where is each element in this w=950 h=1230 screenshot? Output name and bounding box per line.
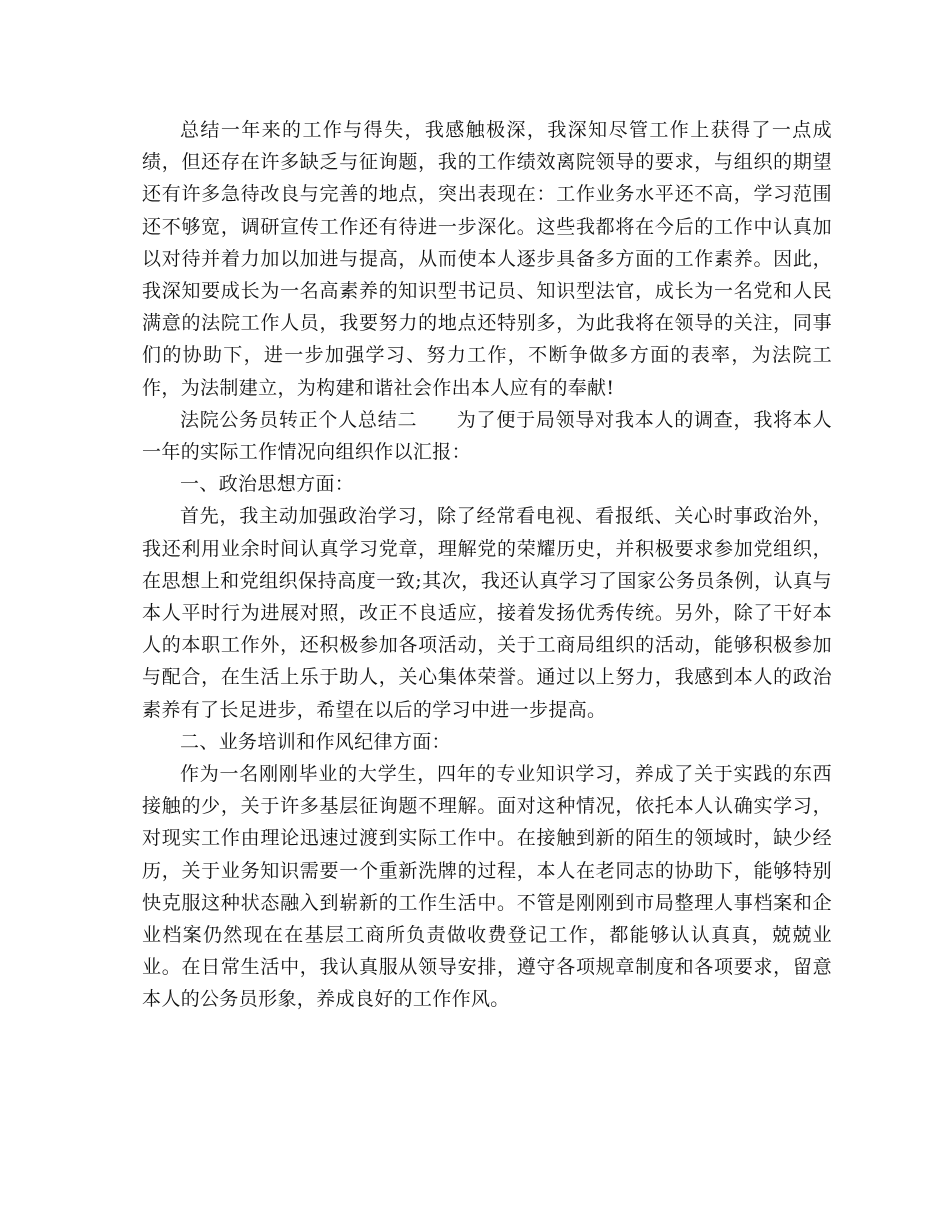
paragraph-summary-conclusion: 总结一年来的工作与得失，我感触极深，我深知尽管工作上获得了一点成绩，但还存在许多缺乏与征询题，我的工作绩效离院领导的要求，与组织的期望还有许多急待改良与完善的地点，突出表现在：工作业务水平还不高，学习范围还不够宽，调研宣传工作还有待进一步深化。这些我都将在今后的工作中认真加以对待并着力加以加进与提高，从而使本人逐步具备多方面的工作素养。因此，我深知要成长为一名高素养的知识型书记员、知识型法官，成长为一名党和人民满意的法院工作人员，我要努力的地点还特别多，为此我将在领导的关注，同事们的协助下，进一步加强学习、努力工作，不断争做多方面的表率，为法院工作，为法制建立，为构建和谐社会作出本人应有的奉献! <box>142 119 832 399</box>
section-heading-training-discipline: 二、业务培训和作风纪律方面： <box>180 730 451 753</box>
paragraph-political-thought: 首先，我主动加强政治学习，除了经常看电视、看报纸、关心时事政治外，我还利用业余时间认真学习党章，理解党的荣耀历史，并积极要求参加党组织，在思想上和党组织保持高度一致;其次，我还认真学习了国家公务员条例，认真与本人平时行为进展对照，改正不良适应，接着发扬优秀传统。另外，除了干好本人的本职工作外，还积极参加各项活动，关于工商局组织的活动，能够积极参加与配合，在生活上乐于助人，关心集体荣誉。通过以上努力，我感到本人的政治素养有了长足进步，希望在以后的学习中进一步提高。 <box>142 505 832 721</box>
document-body <box>142 114 832 1016</box>
paragraph-second-summary-intro: 法院公务员转正个人总结二 为了便于局领导对我本人的调查，我将本人一年的实际工作情况向组织作以汇报： <box>142 408 832 464</box>
section-heading-political-thought: 一、政治思想方面： <box>180 473 355 496</box>
paragraph-training-discipline: 作为一名刚刚毕业的大学生，四年的专业知识学习，养成了关于实践的东西接触的少，关于许多基层征询题不理解。面对这种情况，依托本人认确实学习，对现实工作由理论迅速过渡到实际工作中。在接触到新的陌生的领域时，缺少经历，关于业务知识需要一个重新洗牌的过程，本人在老同志的协助下，能够特别快克服这种状态融入到崭新的工作生活中。不管是刚刚到市局整理人事档案和企业档案仍然现在在基层工商所负责做收费登记工作，都能够认认真真，兢兢业业。在日常生活中，我认真服从领导安排，遵守各项规章制度和各项要求，留意本人的公务员形象，养成良好的工作作风。 <box>142 763 832 1011</box>
